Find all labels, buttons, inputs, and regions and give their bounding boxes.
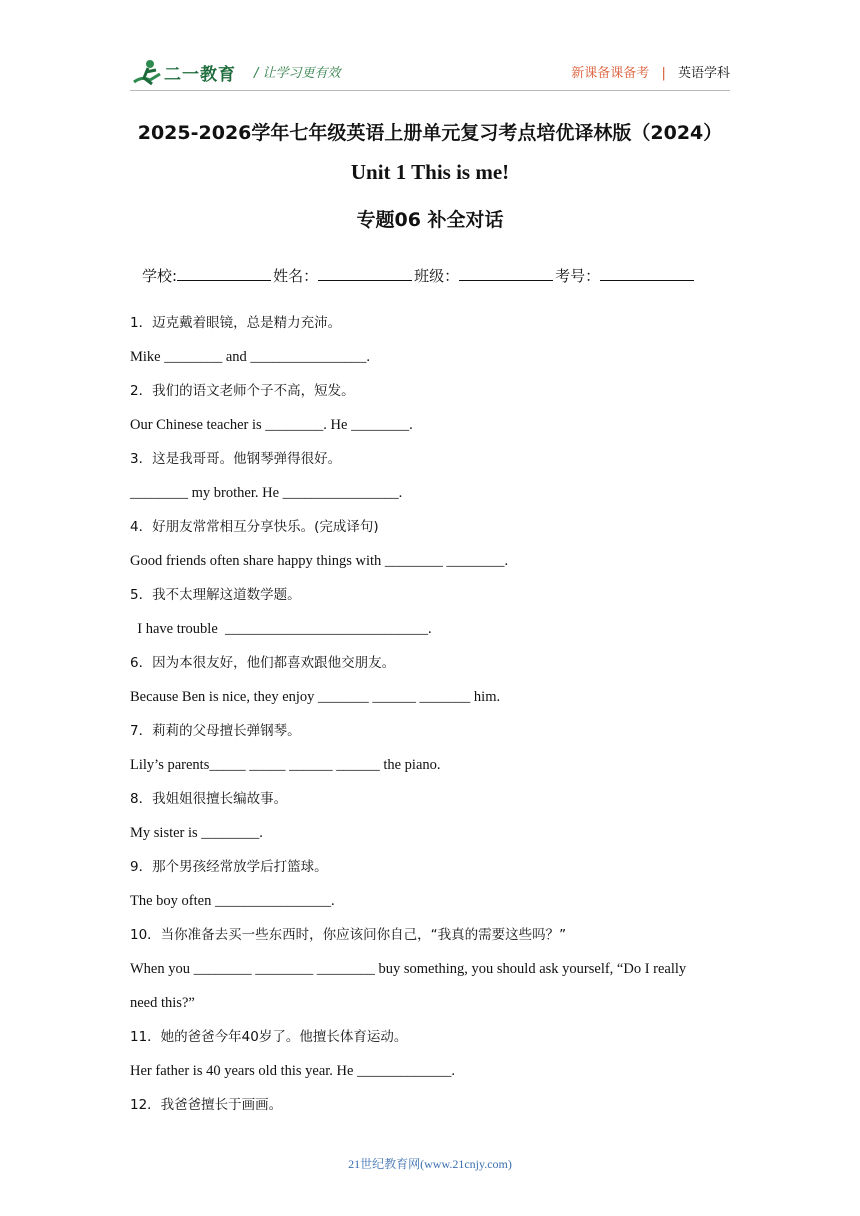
question-list [130,313,730,1129]
question-prompt: 1．迈克戴着眼镜，总是精力充沛。 [130,315,342,331]
question-prompt: 4．好朋友常常相互分享快乐。(完成译句) [130,519,379,535]
info-blank[interactable] [177,264,271,281]
header-right [571,62,730,81]
header-tag-subject: 英语学科 [677,66,730,81]
unit-title: Unit 1 This is me! [350,160,510,184]
info-blank[interactable] [459,264,553,281]
info-class [414,264,555,286]
question-prompt: 2．我们的语文老师个子不高，短发。 [130,383,355,399]
info-label: 班级： [414,267,460,285]
question-prompt: 6．因为本很友好，他们都喜欢跟他交朋友。 [130,655,396,671]
info-blank[interactable] [318,264,412,281]
question-prompt: 10．当你准备去买一些东西时，你应该问你自己，“我真的需要这些吗？” [130,927,567,943]
question-prompt: 9．那个男孩经常放学后打篮球。 [130,859,328,875]
header-tag-primary: 新课备课备考 [571,66,650,81]
info-label: 考号： [555,267,601,285]
question-answer-line-continued: need this?” [130,995,195,1011]
info-name [273,264,414,286]
question-answer-line: When you ________ ________ ________ buy something, you should ask yourself, “Do I really [130,961,687,977]
document-title: 2025-2026学年七年级英语上册单元复习考点培优译林版（2024） [137,122,723,144]
question-answer-line: Good friends often share happy things with ________ ________. [130,553,509,569]
question-answer-line: ________ my brother. He ________________. [130,485,403,501]
question-prompt: 12．我爸爸擅长于画画。 [130,1097,283,1113]
question-answer-line: The boy often ________________. [130,893,335,909]
question-prompt: 11．她的爸爸今年40岁了。他擅长体育运动。 [130,1029,408,1045]
header-separator: | [661,66,666,81]
question-answer-line: Her father is 40 years old this year. He _____________. [130,1063,455,1079]
info-school [142,264,273,286]
question-answer-line: Mike ________ and ________________. [130,349,371,365]
topic-title: 专题06 补全对话 [356,209,504,231]
question-prompt: 5．我不太理解这道数学题。 [130,587,301,603]
slogan: / 让学习更有效 [254,66,341,81]
question-prompt: 7．莉莉的父母擅长弹钢琴。 [130,723,301,739]
question-prompt: 3．这是我哥哥。他钢琴弹得很好。 [130,451,342,467]
info-blank[interactable] [600,264,694,281]
question-answer-line: I have trouble ____________________________. [130,621,432,637]
header-divider [130,90,730,91]
info-exam-number [555,264,696,286]
question-answer-line: Because Ben is nice, they enjoy _______ ______ _______ him. [130,689,501,705]
student-info-line [142,264,696,286]
logo-text: 二一教育 [164,65,236,85]
info-label: 学校: [142,267,178,285]
info-label: 姓名： [273,267,319,285]
logo [130,56,240,90]
question-answer-line: Lily’s parents_____ _____ ______ ______ the piano. [130,757,441,773]
question-prompt: 8．我姐姐很擅长编故事。 [130,791,288,807]
page-header [130,52,730,92]
question-answer-line: Our Chinese teacher is ________. He ________. [130,417,413,433]
question-answer-line: My sister is ________. [130,825,263,841]
runner-logo-icon [130,56,164,90]
page-footer[interactable]: 21世纪教育网(www.21cnjy.com) [348,1157,512,1171]
